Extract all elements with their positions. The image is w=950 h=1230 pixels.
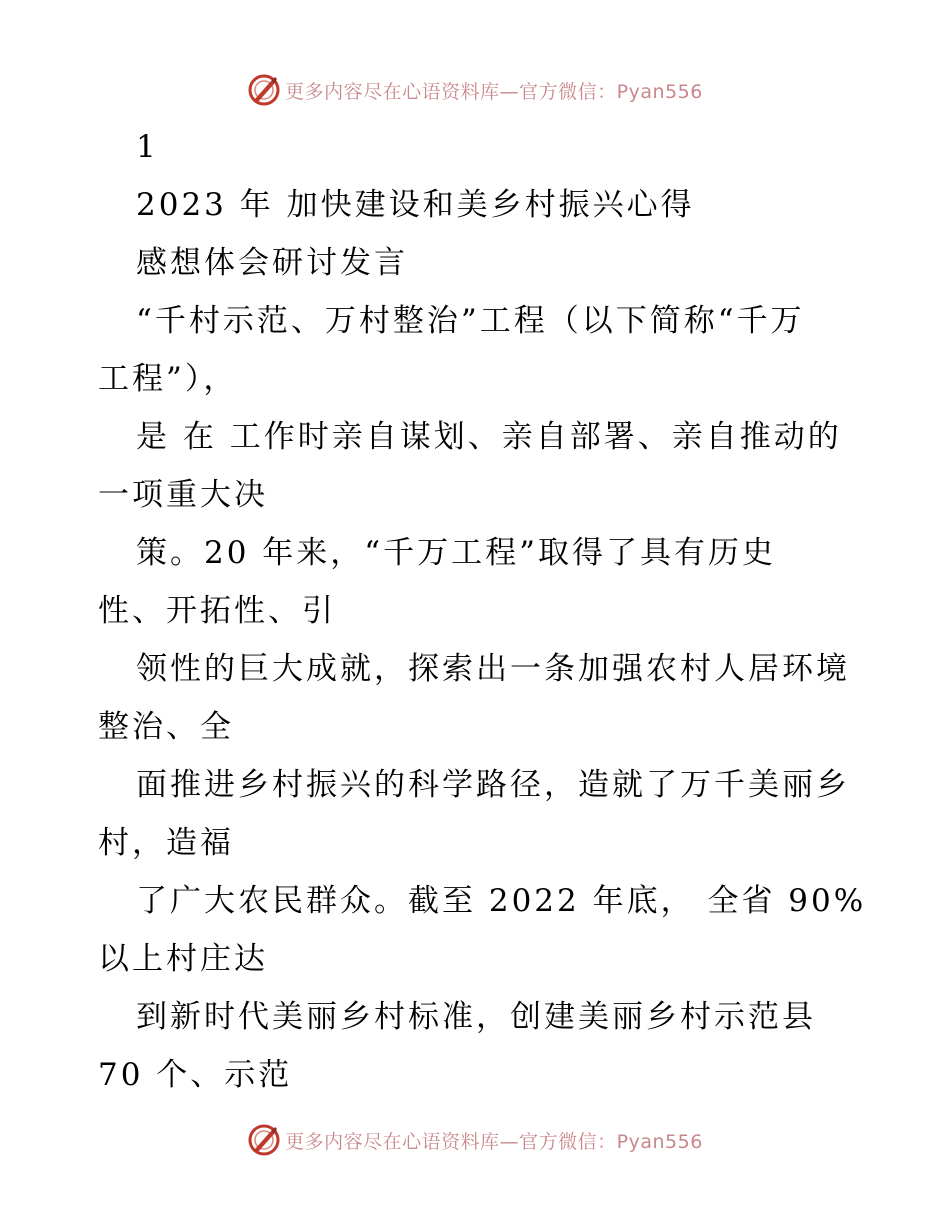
watermark-text: 更多内容尽在心语资料库—官方微信：Pyan556 [285,80,703,103]
document-body [98,118,867,1104]
watermark-text: 更多内容尽在心语资料库—官方微信：Pyan556 [285,1130,703,1153]
watermark-header [0,70,950,110]
text-line: 领性的巨大成就，探索出一条加强农村人居环境 [136,651,850,687]
text-line: 性、开拓性、引 [98,593,336,629]
text-line: 面推进乡村振兴的科学路径，造就了万千美丽乡 [136,767,850,803]
text-line: 策。20 年来，“千万工程”取得了具有历史 [136,535,776,571]
text-line: “千村示范、万村整治”工程（以下简称“千万 [136,303,805,339]
text-line: 了广大农民群众。截至 2022 年底， 全省 90% [136,883,867,919]
watermark-id: Pyan556 [616,80,703,103]
watermark-id: Pyan556 [616,1130,703,1153]
watermark-footer [0,1120,950,1160]
text-line: 70 个、示范 [98,1057,293,1093]
text-line: 村，造福 [98,825,234,861]
text-line: 2023 年 加快建设和美乡村振兴心得 [136,187,695,223]
text-line: 工程”）， [98,361,238,397]
text-line: 以上村庄达 [98,941,268,977]
pen-logo-icon [247,1123,281,1157]
text-line: 感想体会研讨发言 [136,245,408,281]
text-line: 是 在 工作时亲自谋划、亲自部署、亲自推动的 [136,419,842,455]
text-line: 1 [136,129,159,165]
text-line: 一项重大决 [98,477,268,513]
pen-logo-icon [247,73,281,107]
text-line: 到新时代美丽乡村标准，创建美丽乡村示范县 [136,999,816,1035]
text-line: 整治、全 [98,709,234,745]
